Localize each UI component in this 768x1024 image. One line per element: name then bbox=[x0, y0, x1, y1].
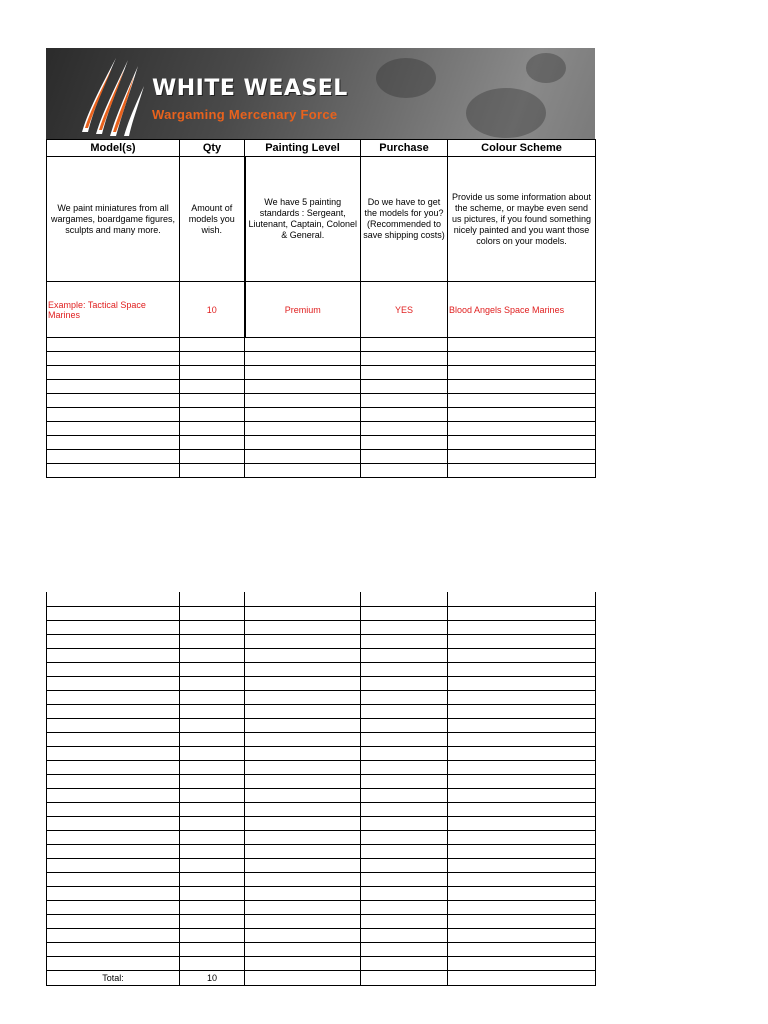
table-row bbox=[47, 747, 596, 761]
cell-painting-level[interactable] bbox=[245, 366, 361, 380]
cell-painting-level[interactable] bbox=[245, 887, 361, 901]
cell-colour-scheme[interactable] bbox=[448, 394, 596, 408]
cell-painting-level[interactable] bbox=[245, 957, 361, 971]
cell-models[interactable] bbox=[47, 607, 180, 621]
cell-purchase[interactable] bbox=[361, 887, 448, 901]
table-row bbox=[47, 408, 596, 422]
cell-purchase[interactable] bbox=[361, 915, 448, 929]
cell-painting-level[interactable] bbox=[245, 817, 361, 831]
cell-painting-level[interactable] bbox=[245, 352, 361, 366]
cell-colour-scheme[interactable] bbox=[448, 649, 596, 663]
table-row bbox=[47, 887, 596, 901]
cell-purchase[interactable] bbox=[361, 831, 448, 845]
cell-purchase[interactable] bbox=[361, 733, 448, 747]
cell-purchase[interactable] bbox=[361, 789, 448, 803]
cell-models[interactable] bbox=[47, 817, 180, 831]
cell-purchase[interactable] bbox=[361, 845, 448, 859]
cell-models[interactable] bbox=[47, 663, 180, 677]
cell-purchase[interactable] bbox=[361, 817, 448, 831]
cell-qty[interactable] bbox=[180, 408, 245, 422]
cell-painting-level[interactable] bbox=[245, 831, 361, 845]
cell-colour-scheme[interactable] bbox=[448, 380, 596, 394]
cell-qty[interactable] bbox=[180, 691, 245, 705]
header-banner bbox=[46, 48, 595, 140]
cell-purchase[interactable] bbox=[361, 775, 448, 789]
table-row bbox=[47, 380, 596, 394]
cell-models[interactable] bbox=[47, 436, 180, 450]
cell-painting-level[interactable] bbox=[245, 761, 361, 775]
cell-models[interactable] bbox=[47, 621, 180, 635]
description-row bbox=[47, 157, 596, 282]
cell-qty[interactable] bbox=[180, 649, 245, 663]
total-row bbox=[47, 971, 596, 986]
cell-qty[interactable] bbox=[180, 817, 245, 831]
order-form-table bbox=[46, 139, 596, 478]
cell-colour-scheme[interactable] bbox=[448, 915, 596, 929]
cell-purchase[interactable] bbox=[361, 592, 448, 607]
total-cell-empty bbox=[448, 971, 596, 986]
table-row bbox=[47, 873, 596, 887]
cell-models[interactable] bbox=[47, 831, 180, 845]
cell-models[interactable] bbox=[47, 873, 180, 887]
cell-painting-level[interactable] bbox=[245, 901, 361, 915]
cell-qty[interactable] bbox=[180, 677, 245, 691]
cell-qty[interactable] bbox=[180, 943, 245, 957]
cell-colour-scheme[interactable] bbox=[448, 873, 596, 887]
table-row bbox=[47, 719, 596, 733]
cell-purchase[interactable] bbox=[361, 635, 448, 649]
example-qty[interactable]: 10 bbox=[180, 282, 245, 338]
table-row bbox=[47, 394, 596, 408]
table-row bbox=[47, 450, 596, 464]
cell-purchase[interactable] bbox=[361, 929, 448, 943]
cell-purchase[interactable] bbox=[361, 408, 448, 422]
cell-painting-level[interactable] bbox=[245, 464, 361, 478]
table-row bbox=[47, 831, 596, 845]
cell-models[interactable] bbox=[47, 747, 180, 761]
cell-colour-scheme[interactable] bbox=[448, 817, 596, 831]
cell-models[interactable] bbox=[47, 394, 180, 408]
cell-colour-scheme[interactable] bbox=[448, 663, 596, 677]
cell-colour-scheme[interactable] bbox=[448, 352, 596, 366]
cell-qty[interactable] bbox=[180, 873, 245, 887]
cell-models[interactable] bbox=[47, 380, 180, 394]
cell-models[interactable] bbox=[47, 901, 180, 915]
cell-qty[interactable] bbox=[180, 607, 245, 621]
cell-colour-scheme[interactable] bbox=[448, 775, 596, 789]
cell-painting-level[interactable] bbox=[245, 873, 361, 887]
cell-painting-level[interactable] bbox=[245, 338, 361, 352]
cell-qty[interactable] bbox=[180, 422, 245, 436]
cell-colour-scheme[interactable] bbox=[448, 705, 596, 719]
table-row bbox=[47, 422, 596, 436]
table-row bbox=[47, 592, 596, 607]
cell-colour-scheme[interactable] bbox=[448, 929, 596, 943]
header-row bbox=[47, 140, 596, 157]
cell-qty[interactable] bbox=[180, 338, 245, 352]
cell-qty[interactable] bbox=[180, 859, 245, 873]
cell-qty[interactable] bbox=[180, 733, 245, 747]
description-qty: Amount of models you wish. bbox=[180, 157, 245, 282]
cell-painting-level[interactable] bbox=[245, 719, 361, 733]
cell-models[interactable] bbox=[47, 859, 180, 873]
cell-qty[interactable] bbox=[180, 635, 245, 649]
cell-colour-scheme[interactable] bbox=[448, 901, 596, 915]
cell-colour-scheme[interactable] bbox=[448, 635, 596, 649]
description-painting-level: We have 5 painting standards : Sergeant, Liutenant, Captain, Colonel & General. bbox=[245, 157, 361, 282]
cell-models[interactable] bbox=[47, 450, 180, 464]
cell-qty[interactable] bbox=[180, 366, 245, 380]
cell-purchase[interactable] bbox=[361, 803, 448, 817]
table-row bbox=[47, 338, 596, 352]
cell-colour-scheme[interactable] bbox=[448, 464, 596, 478]
cell-painting-level[interactable] bbox=[245, 803, 361, 817]
claw-marks-icon bbox=[74, 52, 146, 138]
cell-models[interactable] bbox=[47, 957, 180, 971]
column-header-colour-scheme: Colour Scheme bbox=[448, 140, 596, 157]
cell-painting-level[interactable] bbox=[245, 607, 361, 621]
cell-painting-level[interactable] bbox=[245, 859, 361, 873]
example-painting-level[interactable]: Premium bbox=[245, 282, 361, 338]
cell-purchase[interactable] bbox=[361, 859, 448, 873]
cell-qty[interactable] bbox=[180, 887, 245, 901]
cell-colour-scheme[interactable] bbox=[448, 677, 596, 691]
cell-purchase[interactable] bbox=[361, 761, 448, 775]
cell-colour-scheme[interactable] bbox=[448, 450, 596, 464]
table-row bbox=[47, 789, 596, 803]
cell-painting-level[interactable] bbox=[245, 663, 361, 677]
table-row bbox=[47, 705, 596, 719]
cell-models[interactable] bbox=[47, 761, 180, 775]
cell-qty[interactable] bbox=[180, 592, 245, 607]
table-row bbox=[47, 352, 596, 366]
cell-purchase[interactable] bbox=[361, 901, 448, 915]
table-row bbox=[47, 817, 596, 831]
table-row bbox=[47, 859, 596, 873]
column-header-painting-level: Painting Level bbox=[245, 140, 361, 157]
cell-qty[interactable] bbox=[180, 621, 245, 635]
table-row bbox=[47, 677, 596, 691]
cell-models[interactable] bbox=[47, 705, 180, 719]
table-row bbox=[47, 621, 596, 635]
cell-qty[interactable] bbox=[180, 747, 245, 761]
cell-purchase[interactable] bbox=[361, 873, 448, 887]
column-header-models: Model(s) bbox=[47, 140, 180, 157]
table-row bbox=[47, 803, 596, 817]
cell-painting-level[interactable] bbox=[245, 691, 361, 705]
cell-purchase[interactable] bbox=[361, 366, 448, 380]
cell-colour-scheme[interactable] bbox=[448, 719, 596, 733]
cell-purchase[interactable] bbox=[361, 450, 448, 464]
cell-painting-level[interactable] bbox=[245, 943, 361, 957]
cell-qty[interactable] bbox=[180, 789, 245, 803]
cell-purchase[interactable] bbox=[361, 691, 448, 705]
cell-models[interactable] bbox=[47, 352, 180, 366]
cell-colour-scheme[interactable] bbox=[448, 338, 596, 352]
brand-name: WHITE WEASEL bbox=[152, 76, 348, 101]
total-cell-empty bbox=[245, 971, 361, 986]
cell-painting-level[interactable] bbox=[245, 845, 361, 859]
background-texture bbox=[466, 88, 546, 138]
table-row bbox=[47, 943, 596, 957]
cell-qty[interactable] bbox=[180, 775, 245, 789]
table-row bbox=[47, 775, 596, 789]
cell-purchase[interactable] bbox=[361, 705, 448, 719]
cell-qty[interactable] bbox=[180, 957, 245, 971]
cell-models[interactable] bbox=[47, 408, 180, 422]
cell-colour-scheme[interactable] bbox=[448, 761, 596, 775]
cell-models[interactable] bbox=[47, 943, 180, 957]
example-colour-scheme[interactable]: Blood Angels Space Marines bbox=[448, 282, 596, 338]
cell-painting-level[interactable] bbox=[245, 635, 361, 649]
cell-painting-level[interactable] bbox=[245, 915, 361, 929]
table-row bbox=[47, 366, 596, 380]
example-purchase[interactable]: YES bbox=[361, 282, 448, 338]
cell-colour-scheme[interactable] bbox=[448, 845, 596, 859]
cell-models[interactable] bbox=[47, 422, 180, 436]
cell-purchase[interactable] bbox=[361, 677, 448, 691]
total-label: Total: bbox=[47, 971, 180, 986]
cell-qty[interactable] bbox=[180, 929, 245, 943]
cell-models[interactable] bbox=[47, 464, 180, 478]
cell-painting-level[interactable] bbox=[245, 450, 361, 464]
cell-purchase[interactable] bbox=[361, 338, 448, 352]
example-row bbox=[47, 282, 596, 338]
cell-models[interactable] bbox=[47, 366, 180, 380]
cell-colour-scheme[interactable] bbox=[448, 592, 596, 607]
cell-purchase[interactable] bbox=[361, 607, 448, 621]
cell-colour-scheme[interactable] bbox=[448, 436, 596, 450]
cell-models[interactable] bbox=[47, 803, 180, 817]
cell-colour-scheme[interactable] bbox=[448, 943, 596, 957]
description-purchase: Do we have to get the models for you? (Recommended to save shipping costs) bbox=[361, 157, 448, 282]
cell-painting-level[interactable] bbox=[245, 705, 361, 719]
cell-painting-level[interactable] bbox=[245, 789, 361, 803]
cell-colour-scheme[interactable] bbox=[448, 422, 596, 436]
cell-models[interactable] bbox=[47, 915, 180, 929]
cell-painting-level[interactable] bbox=[245, 733, 361, 747]
cell-models[interactable] bbox=[47, 677, 180, 691]
cell-colour-scheme[interactable] bbox=[448, 691, 596, 705]
table-row bbox=[47, 464, 596, 478]
table-row bbox=[47, 915, 596, 929]
example-model[interactable]: Example: Tactical Space Marines bbox=[47, 282, 180, 338]
order-form-table-continued bbox=[46, 592, 596, 986]
cell-qty[interactable] bbox=[180, 380, 245, 394]
description-colour-scheme: Provide us some information about the scheme, or maybe even send us pictures, if you found something nicely painted and you want those colors on your models. bbox=[448, 157, 596, 282]
description-models: We paint miniatures from all wargames, boardgame figures, sculpts and many more. bbox=[47, 157, 180, 282]
table-row bbox=[47, 929, 596, 943]
table-row bbox=[47, 901, 596, 915]
cell-qty[interactable] bbox=[180, 436, 245, 450]
cell-painting-level[interactable] bbox=[245, 422, 361, 436]
cell-colour-scheme[interactable] bbox=[448, 859, 596, 873]
cell-models[interactable] bbox=[47, 691, 180, 705]
cell-qty[interactable] bbox=[180, 803, 245, 817]
table-row bbox=[47, 436, 596, 450]
cell-colour-scheme[interactable] bbox=[448, 957, 596, 971]
cell-colour-scheme[interactable] bbox=[448, 803, 596, 817]
cell-qty[interactable] bbox=[180, 719, 245, 733]
table-row bbox=[47, 607, 596, 621]
cell-purchase[interactable] bbox=[361, 957, 448, 971]
brand-tagline: Wargaming Mercenary Force bbox=[152, 107, 338, 122]
cell-qty[interactable] bbox=[180, 915, 245, 929]
table-row bbox=[47, 845, 596, 859]
cell-painting-level[interactable] bbox=[245, 775, 361, 789]
cell-qty[interactable] bbox=[180, 901, 245, 915]
cell-purchase[interactable] bbox=[361, 621, 448, 635]
cell-colour-scheme[interactable] bbox=[448, 607, 596, 621]
table-row bbox=[47, 761, 596, 775]
cell-colour-scheme[interactable] bbox=[448, 831, 596, 845]
cell-purchase[interactable] bbox=[361, 464, 448, 478]
cell-colour-scheme[interactable] bbox=[448, 887, 596, 901]
cell-colour-scheme[interactable] bbox=[448, 408, 596, 422]
cell-qty[interactable] bbox=[180, 352, 245, 366]
cell-purchase[interactable] bbox=[361, 719, 448, 733]
cell-purchase[interactable] bbox=[361, 436, 448, 450]
table-row bbox=[47, 957, 596, 971]
table-row bbox=[47, 649, 596, 663]
table-row bbox=[47, 663, 596, 677]
column-header-purchase: Purchase bbox=[361, 140, 448, 157]
cell-purchase[interactable] bbox=[361, 663, 448, 677]
cell-purchase[interactable] bbox=[361, 380, 448, 394]
cell-colour-scheme[interactable] bbox=[448, 621, 596, 635]
cell-colour-scheme[interactable] bbox=[448, 747, 596, 761]
cell-colour-scheme[interactable] bbox=[448, 733, 596, 747]
blank-rows bbox=[47, 592, 596, 971]
cell-purchase[interactable] bbox=[361, 422, 448, 436]
cell-qty[interactable] bbox=[180, 831, 245, 845]
blank-rows bbox=[47, 338, 596, 478]
table-row bbox=[47, 635, 596, 649]
cell-qty[interactable] bbox=[180, 464, 245, 478]
cell-qty[interactable] bbox=[180, 705, 245, 719]
cell-painting-level[interactable] bbox=[245, 380, 361, 394]
cell-colour-scheme[interactable] bbox=[448, 366, 596, 380]
table-row bbox=[47, 733, 596, 747]
cell-qty[interactable] bbox=[180, 394, 245, 408]
cell-painting-level[interactable] bbox=[245, 394, 361, 408]
cell-painting-level[interactable] bbox=[245, 929, 361, 943]
cell-colour-scheme[interactable] bbox=[448, 789, 596, 803]
cell-models[interactable] bbox=[47, 649, 180, 663]
background-texture bbox=[526, 53, 566, 83]
cell-painting-level[interactable] bbox=[245, 436, 361, 450]
cell-models[interactable] bbox=[47, 775, 180, 789]
total-qty: 10 bbox=[180, 971, 245, 986]
cell-qty[interactable] bbox=[180, 845, 245, 859]
cell-qty[interactable] bbox=[180, 761, 245, 775]
cell-painting-level[interactable] bbox=[245, 621, 361, 635]
cell-painting-level[interactable] bbox=[245, 408, 361, 422]
cell-purchase[interactable] bbox=[361, 394, 448, 408]
cell-models[interactable] bbox=[47, 845, 180, 859]
cell-qty[interactable] bbox=[180, 450, 245, 464]
total-cell-empty bbox=[361, 971, 448, 986]
cell-purchase[interactable] bbox=[361, 747, 448, 761]
cell-painting-level[interactable] bbox=[245, 677, 361, 691]
cell-painting-level[interactable] bbox=[245, 747, 361, 761]
cell-purchase[interactable] bbox=[361, 649, 448, 663]
cell-purchase[interactable] bbox=[361, 943, 448, 957]
cell-painting-level[interactable] bbox=[245, 649, 361, 663]
cell-purchase[interactable] bbox=[361, 352, 448, 366]
table-row bbox=[47, 691, 596, 705]
cell-models[interactable] bbox=[47, 929, 180, 943]
cell-models[interactable] bbox=[47, 733, 180, 747]
background-texture bbox=[376, 58, 436, 98]
cell-models[interactable] bbox=[47, 887, 180, 901]
cell-qty[interactable] bbox=[180, 663, 245, 677]
cell-models[interactable] bbox=[47, 635, 180, 649]
column-header-qty: Qty bbox=[180, 140, 245, 157]
cell-painting-level[interactable] bbox=[245, 592, 361, 607]
cell-models[interactable] bbox=[47, 592, 180, 607]
cell-models[interactable] bbox=[47, 338, 180, 352]
cell-models[interactable] bbox=[47, 719, 180, 733]
cell-models[interactable] bbox=[47, 789, 180, 803]
